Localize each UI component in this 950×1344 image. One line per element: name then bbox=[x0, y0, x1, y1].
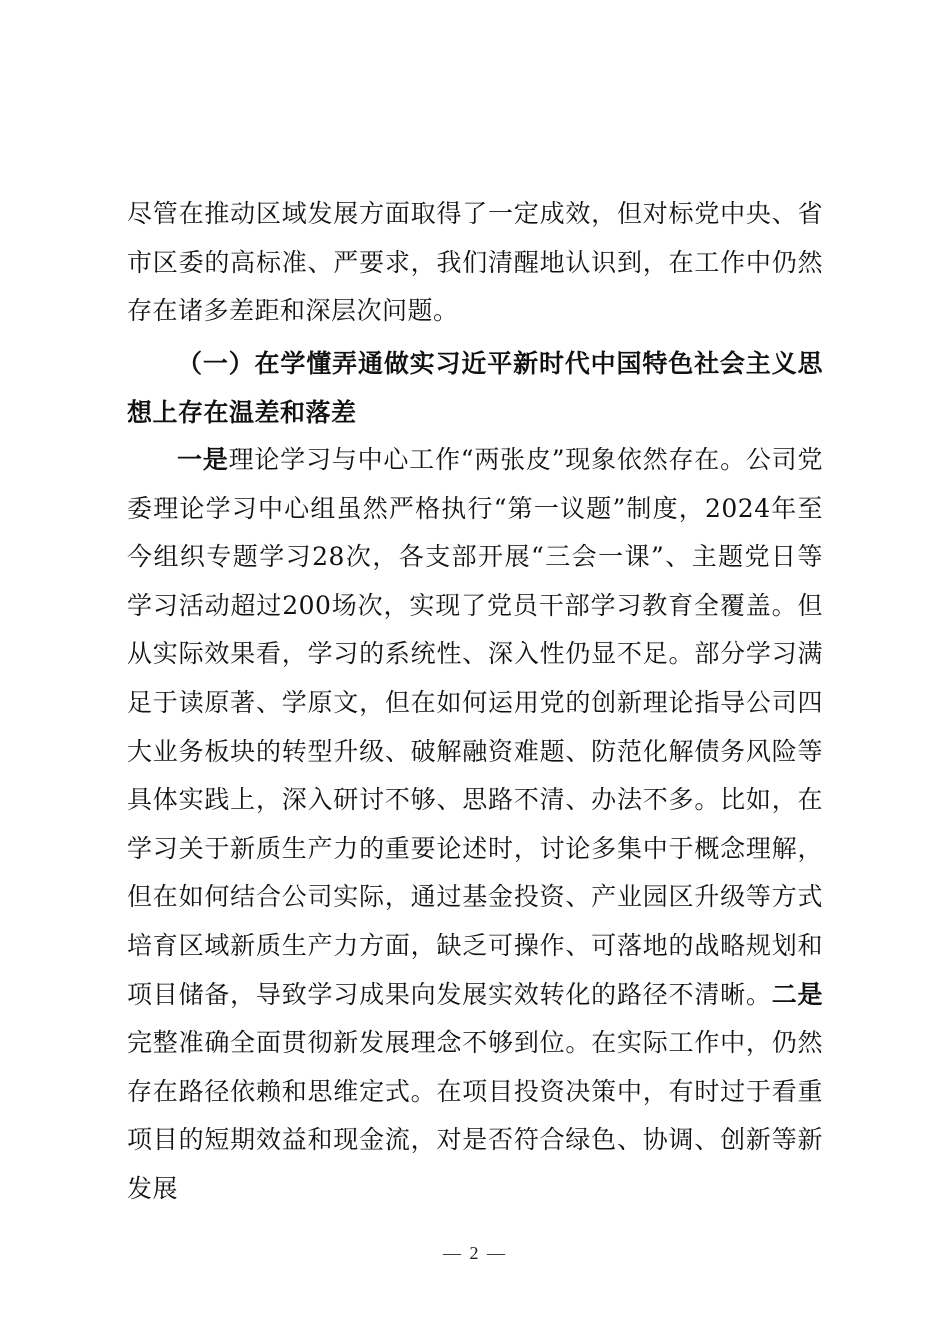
body-text-second: 完整准确全面贯彻新发展理念不够到位。在实际工作中，仍然存在路径依赖和思维定式。在项目投资决策中，有时过于看重项目的短期效益和现金流，对是否符合绿色、协调、创新等新发展 bbox=[127, 1028, 823, 1203]
lead-phrase-second: 二是 bbox=[771, 979, 823, 1009]
page-number: — 2 — bbox=[443, 1243, 507, 1263]
intro-paragraph: 尽管在推动区域发展方面取得了一定成效，但对标党中央、省市区委的高标准、严要求，我们清醒地认识到，在工作中仍然存在诸多差距和深层次问题。 bbox=[127, 199, 823, 326]
section-heading: （一）在学懂弄通做实习近平新时代中国特色社会主义思想上存在温差和落差 bbox=[127, 349, 823, 427]
lead-phrase-first: 一是 bbox=[177, 445, 229, 474]
body-paragraph bbox=[127, 436, 823, 1214]
body-text-first: 理论学习与中心工作“两张皮”现象依然存在。公司党委理论学习中心组虽然严格执行“第一议题”制度，2024年至今组织专题学习28次，各支部开展“三会一课”、主题党日等学习活动超过200场次，实现了党员干部学习教育全覆盖。但从实际效果看，学习的系统性、深入性仍显不足。部分学习满足于读原著、学原文，但在如何运用党的创新理论指导公司四大业务板块的转型升级、破解融资难题、防范化解债务风险等具体实践上，深入研讨不够、思路不清、办法不多。比如，在学习关于新质生产力的重要论述时，讨论多集中于概念理解，但在如何结合公司实际，通过基金投资、产业园区升级等方式培育区域新质生产力方面，缺乏可操作、可落地的战略规划和项目储备，导致学习成果向发展实效转化的路径不清晰。 bbox=[127, 445, 823, 1009]
